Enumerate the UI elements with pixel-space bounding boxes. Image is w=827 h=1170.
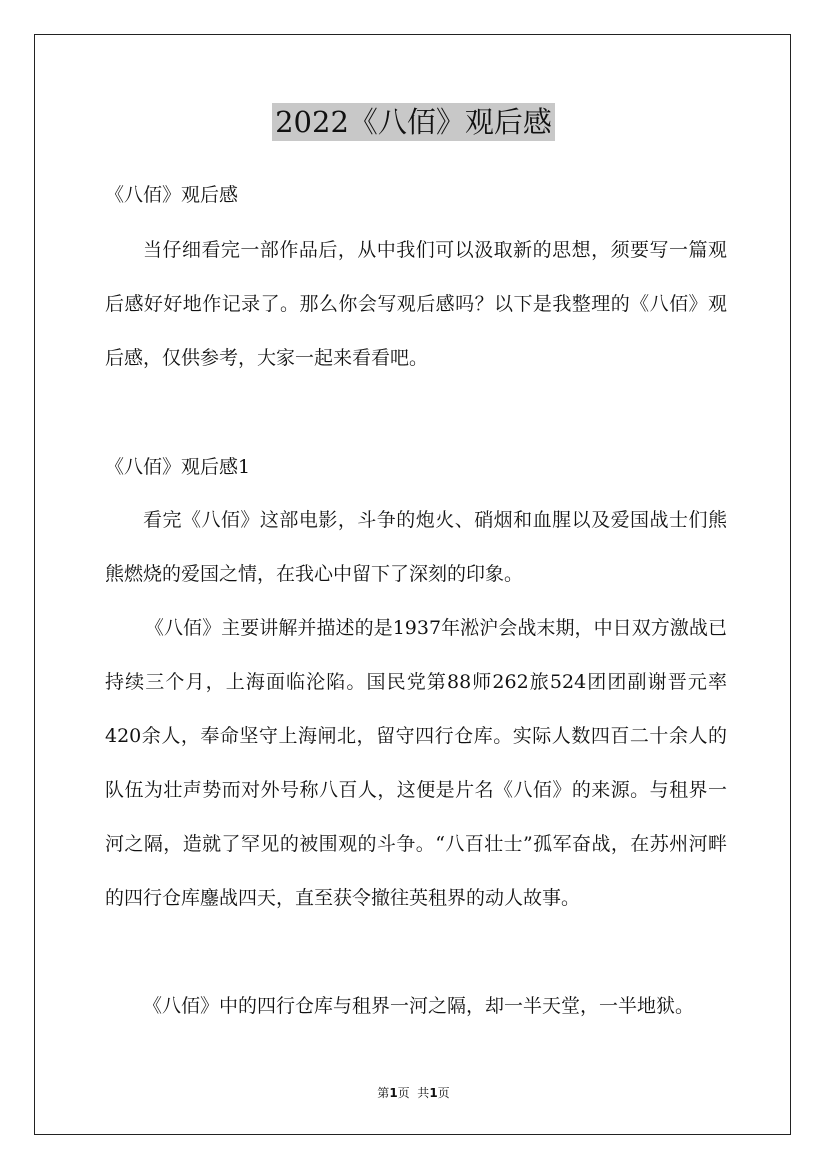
body-paragraph-1: 看完《八佰》这部电影，斗争的炮火、硝烟和血腥以及爱国战士们熊熊燃烧的爱国之情，在我心中留下了深刻的印象。 (105, 509, 727, 585)
body-paragraph-3: 《八佰》中的四行仓库与租界一河之隔，却一半天堂，一半地狱。 (143, 995, 695, 1017)
page-footer (0, 1085, 827, 1101)
intro-paragraph: 当仔细看完一部作品后，从中我们可以汲取新的思想，须要写一篇观后感好好地作记录了。那么你会写观后感吗？以下是我整理的《八佰》观后感，仅供参考，大家一起来看看吧。 (105, 239, 727, 369)
document-title: 2022《八佰》观后感 (272, 103, 555, 141)
title-container (0, 103, 827, 141)
footer-page-suffix: 页 (437, 1086, 450, 1100)
footer-page-current: 1 (389, 1086, 398, 1100)
section-heading-1: 《八佰》观后感1 (105, 456, 251, 478)
body-paragraph-2: 《八佰》主要讲解并描述的是1937年淞沪会战末期，中日双方激战已持续三个月，上海面临沦陷。国民党第88师262旅524团团副谢晋元率420余人，奉命坚守上海闸北，留守四行仓库。实际人数四百二十余人的队伍为壮声势而对外号称八百人，这便是片名《八佰》的来源。与租界一河之隔，造就了罕见的被围观的斗争。“八百壮士”孤军奋战，在苏州河畔的四行仓库鏖战四天，直至获令撤往英租界的动人故事。 (105, 617, 727, 909)
footer-page-prefix: 第 (377, 1086, 390, 1100)
footer-page-mid: 页 共 (397, 1086, 430, 1100)
footer-page-total: 1 (429, 1086, 438, 1100)
intro-heading: 《八佰》观后感 (105, 184, 239, 206)
